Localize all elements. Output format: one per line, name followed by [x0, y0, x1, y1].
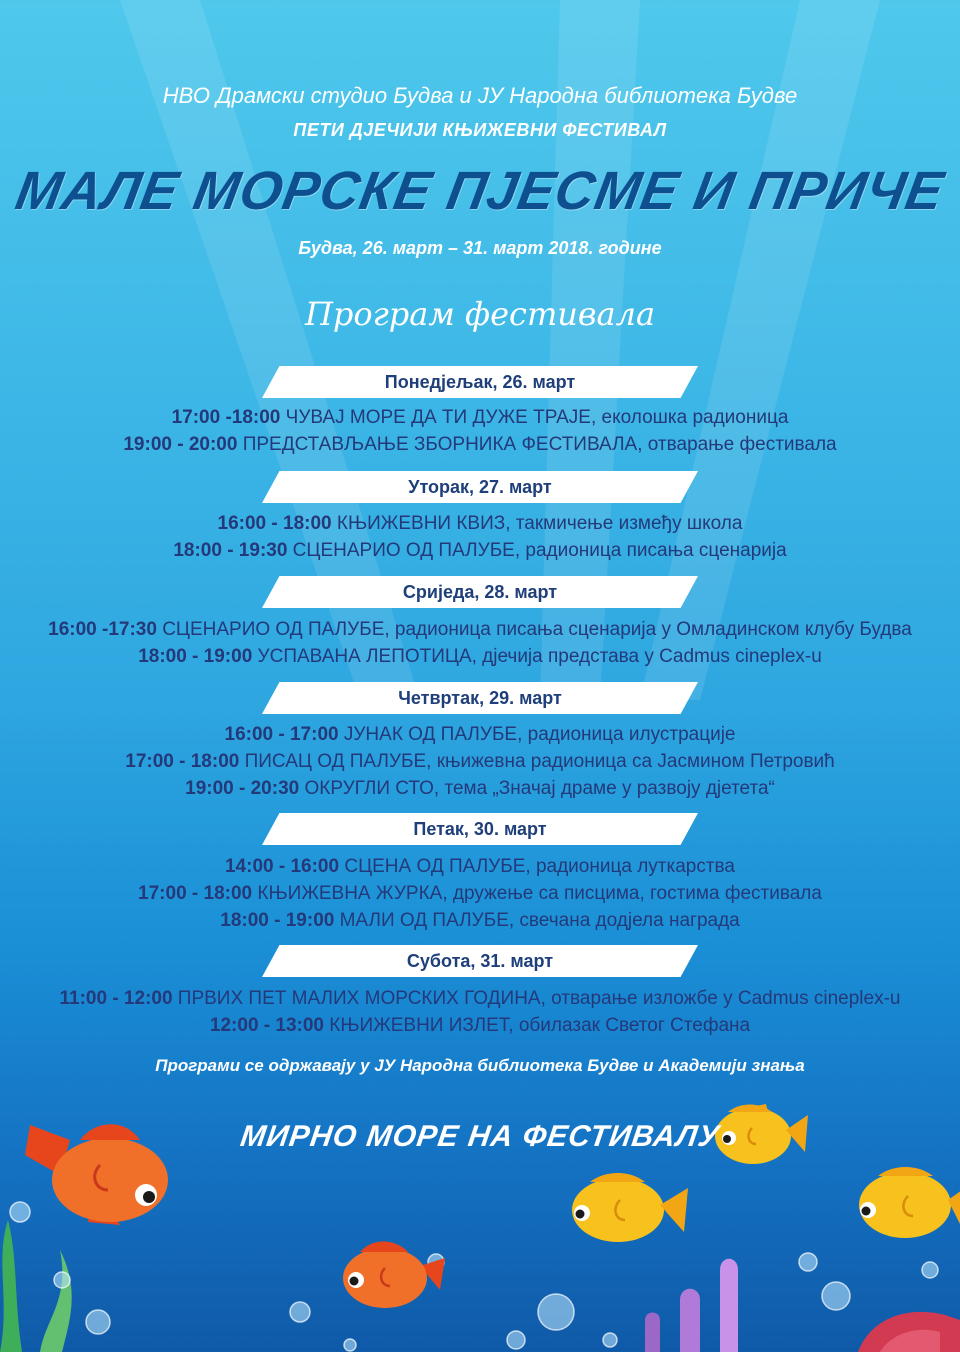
yellow-fish-icon — [572, 1173, 688, 1242]
slogan: МИРНО МОРЕ НА ФЕСТИВАЛУ — [238, 1120, 722, 1153]
event-row — [0, 856, 960, 878]
venue-note: Програми се одржавају у ЈУ Народна библиотека Будве и Академији знања — [155, 1056, 805, 1075]
festival-dates: Будва, 26. март – 31. март 2018. године — [298, 238, 662, 258]
day-label-friday: Петак, 30. март — [413, 819, 547, 839]
event-description: КЊИЖЕВНИ ИЗЛЕТ, обилазак Светог Стефана — [324, 1015, 751, 1036]
event-description: ОКРУГЛИ СТО, тема „Значај драме у развоју дјетета“ — [299, 778, 775, 799]
event-row — [0, 619, 960, 641]
event-description: КЊИЖЕВНА ЖУРКА, дружење са писцима, гостима фестивала — [252, 883, 822, 904]
event-time: 19:00 - 20:00 — [123, 434, 238, 455]
festival-name: ПЕТИ ДЈЕЧИЈИ КЊИЖЕВНИ ФЕСТИВАЛ — [293, 120, 667, 140]
day-label-wednesday: Сриједа, 28. март — [402, 582, 558, 602]
event-time: 17:00 -18:00 — [171, 407, 281, 428]
event-description: ПИСАЦ ОД ПАЛУБЕ, књижевна радионица са Јасмином Петровић — [239, 751, 835, 772]
day-label-tuesday: Уторак, 27. март — [408, 477, 552, 497]
event-row — [0, 778, 960, 800]
event-description: СЦЕНА ОД ПАЛУБЕ, радионица луткарства — [339, 856, 735, 877]
organizers-line: НВО Драмски студио Будва и ЈУ Народна библиотека Будве — [162, 83, 798, 108]
event-row — [0, 751, 960, 773]
event-time: 18:00 - 19:00 — [220, 910, 335, 931]
event-time: 16:00 - 17:00 — [224, 724, 339, 745]
event-description: СЦЕНАРИО ОД ПАЛУБЕ, радионица писања сценарија — [287, 540, 787, 561]
event-description: ЈУНАК ОД ПАЛУБЕ, радионица илустрације — [338, 724, 736, 745]
event-row — [0, 407, 960, 429]
event-time: 17:00 - 18:00 — [125, 751, 240, 772]
day-label-monday: Понедјељак, 26. март — [384, 372, 576, 392]
event-row — [0, 883, 960, 905]
day-label-saturday: Субота, 31. март — [406, 951, 554, 971]
day-label-thursday: Четвртак, 29. март — [398, 688, 562, 708]
event-time: 14:00 - 16:00 — [224, 856, 340, 877]
event-row — [0, 434, 960, 456]
event-description: ЧУВАЈ МОРЕ ДА ТИ ДУЖЕ ТРАЈЕ, еколошка радионица — [280, 407, 789, 428]
event-row — [0, 988, 960, 1010]
event-row — [0, 724, 960, 746]
event-time: 18:00 - 19:00 — [138, 646, 253, 667]
coral-icon — [645, 1259, 960, 1352]
event-row — [0, 513, 960, 535]
event-time: 19:00 - 20:30 — [185, 778, 300, 799]
program-heading: Програм фестивала — [304, 295, 656, 333]
event-description: УСПАВАНА ЛЕПОТИЦА, дјечија представа у Cadmus cineplex-u — [252, 646, 822, 667]
bubble-icon — [10, 1202, 938, 1351]
event-description: ПРВИХ ПЕТ МАЛИХ МОРСКИХ ГОДИНА, отварање изложбе у Cadmus cineplex-u — [172, 988, 901, 1009]
event-row — [0, 540, 960, 562]
page-title: МАЛЕ МОРСКЕ ПЈЕСМЕ И ПРИЧЕ — [11, 161, 949, 221]
event-description: ПРЕДСТАВЉАЊЕ ЗБОРНИКА ФЕСТИВАЛА, отварање фестивала — [237, 434, 837, 455]
event-description: СЦЕНАРИО ОД ПАЛУБЕ, радионица писања сценарија у Омладинском клубу Будва — [156, 619, 912, 640]
event-time: 18:00 - 19:30 — [173, 540, 288, 561]
event-time: 17:00 - 18:00 — [138, 883, 253, 904]
event-time: 16:00 - 18:00 — [217, 513, 332, 534]
event-description: КЊИЖЕВНИ КВИЗ, такмичење између школа — [331, 513, 743, 534]
orange-fish-icon — [343, 1242, 445, 1309]
event-row — [0, 1015, 960, 1037]
event-row — [0, 910, 960, 932]
event-time: 11:00 - 12:00 — [59, 988, 173, 1009]
event-time: 16:00 -17:30 — [48, 619, 157, 640]
event-description: МАЛИ ОД ПАЛУБЕ, свечана додјела награда — [334, 910, 740, 931]
event-time: 12:00 - 13:00 — [209, 1015, 324, 1036]
yellow-fish-icon — [859, 1167, 960, 1238]
event-row — [0, 646, 960, 668]
